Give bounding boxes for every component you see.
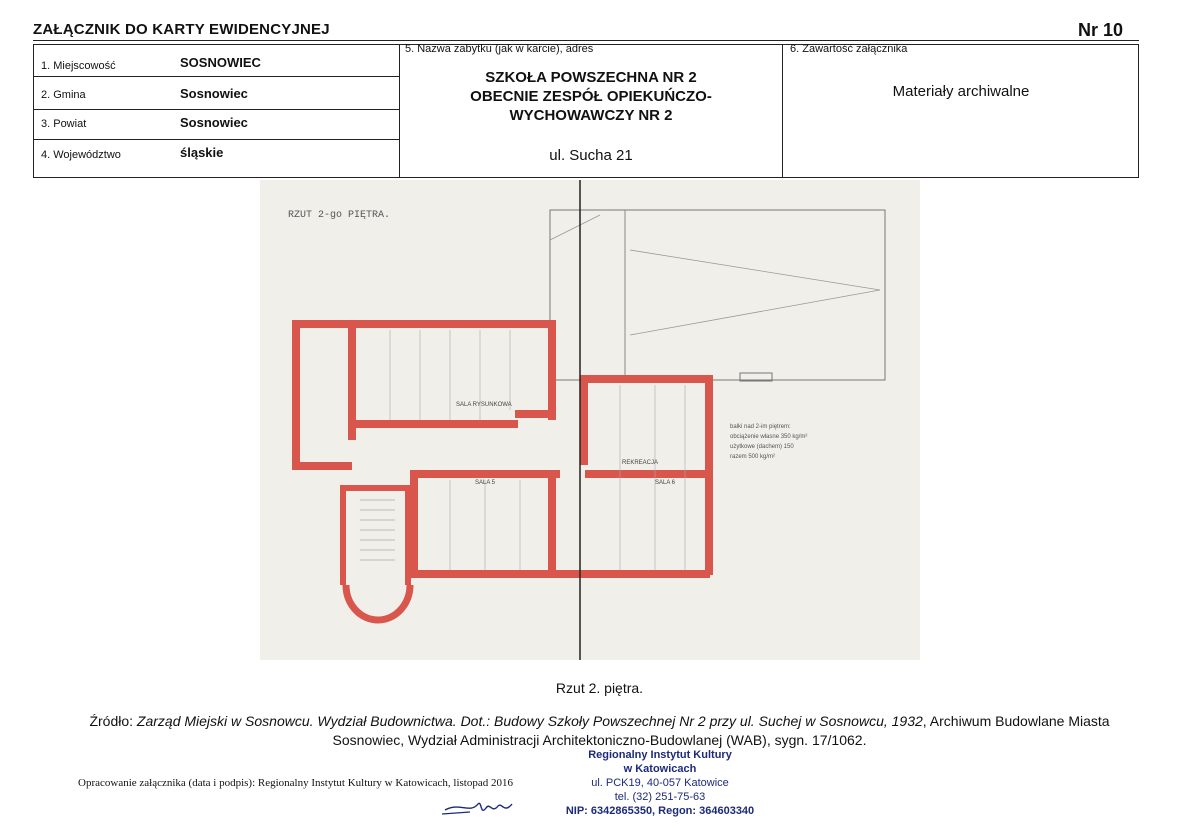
plan-notes [730, 422, 807, 462]
room-label: SALA 6 [655, 480, 676, 486]
field-value: śląskie [180, 145, 224, 160]
field-label: 1. Miejscowość [41, 60, 116, 72]
room-label: SALA RYSUNKOWA [456, 402, 512, 408]
stair-apse [346, 585, 410, 620]
monument-name [400, 68, 782, 125]
source-title: Zarząd Miejski w Sosnowcu. Wydział Budownictwa. Dot.: Budowy Szkoły Powszechnej Nr 2 przy ul. Suchej w Sosnowcu, 1932 [136, 713, 923, 729]
stamp-line: NIP: 6342865350, Regon: 364603340 [565, 805, 755, 817]
source-prefix: Źródło: [89, 713, 137, 729]
monument-address: ul. Sucha 21 [549, 147, 633, 164]
roof-outline [550, 210, 885, 380]
plan-note: obciążenie własne 350 kg/m² [730, 434, 808, 440]
roof-line [630, 250, 880, 290]
figure-caption: Rzut 2. piętra. [555, 680, 644, 696]
roof-line [550, 215, 600, 240]
floor-plan-svg [260, 180, 920, 660]
stamp-line: ul. PCK19, 40-057 Katowice [591, 777, 729, 789]
floor-plan-drawing [260, 180, 920, 660]
field-value: Sosnowiec [180, 115, 248, 130]
beam-lines [390, 330, 685, 570]
institution-stamp [540, 748, 780, 818]
roof-line [630, 290, 880, 335]
attachment-number: Nr 10 [1078, 20, 1124, 40]
contents-value: Materiały archiwalne [892, 83, 1030, 100]
monument-name-line: SZKOŁA POWSZECHNA NR 2 [485, 69, 697, 86]
stamp-line: tel. (32) 251-75-63 [614, 791, 706, 803]
stair-lines [360, 500, 395, 560]
header-rule [33, 40, 1139, 41]
stamp-line: Regionalny Instytut Kultury [588, 749, 732, 761]
field-label: 2. Gmina [41, 89, 86, 101]
plan-note: użytkowe (dachem) 150 [730, 444, 794, 450]
field-value: Sosnowiec [180, 86, 248, 101]
signature-icon [440, 792, 520, 822]
field-wojewodztwo [33, 140, 399, 178]
plan-note: balki nad 2-im piętrem: [730, 424, 791, 430]
field-miejscowosc [33, 44, 399, 77]
field-label: 3. Powiat [41, 118, 87, 130]
attachment-title: ZAŁĄCZNIK DO KARTY EWIDENCYJNEJ [33, 21, 330, 38]
stamp-line: w Katowicach [623, 763, 697, 775]
field-gmina [33, 77, 399, 110]
room-label: REKREACJA [622, 460, 659, 466]
field-label: 4. Województwo [41, 149, 121, 161]
monument-name-line: OBECNIE ZESPÓŁ OPIEKUŃCZO- [470, 88, 712, 105]
column-divider-2 [782, 44, 783, 178]
field-powiat [33, 110, 399, 140]
room-label: SALA 5 [475, 480, 496, 486]
plan-heading: RZUT 2-go PIĘTRA. [288, 210, 391, 221]
contents-label: 6. Zawartość załącznika [790, 43, 908, 55]
monument-label: 5. Nazwa zabytku (jak w karcie), adres [405, 43, 594, 55]
plan-note: razem 500 kg/m² [730, 454, 776, 460]
field-value: SOSNOWIEC [180, 55, 261, 70]
wall-group [292, 320, 713, 585]
preparation-note: Opracowanie załącznika (data i podpis): Regionalny Instytut Kultury w Katowicach, listopad 2016 [78, 777, 513, 789]
source-note [60, 712, 1139, 750]
monument-name-line: WYCHOWAWCZY NR 2 [509, 107, 673, 124]
source-suffix: , Archiwum Budowlane Miasta Sosnowiec, Wydział Administracji Architektoniczno-Budowlanej (WAB), sygn. 17/1062. [332, 713, 1110, 748]
